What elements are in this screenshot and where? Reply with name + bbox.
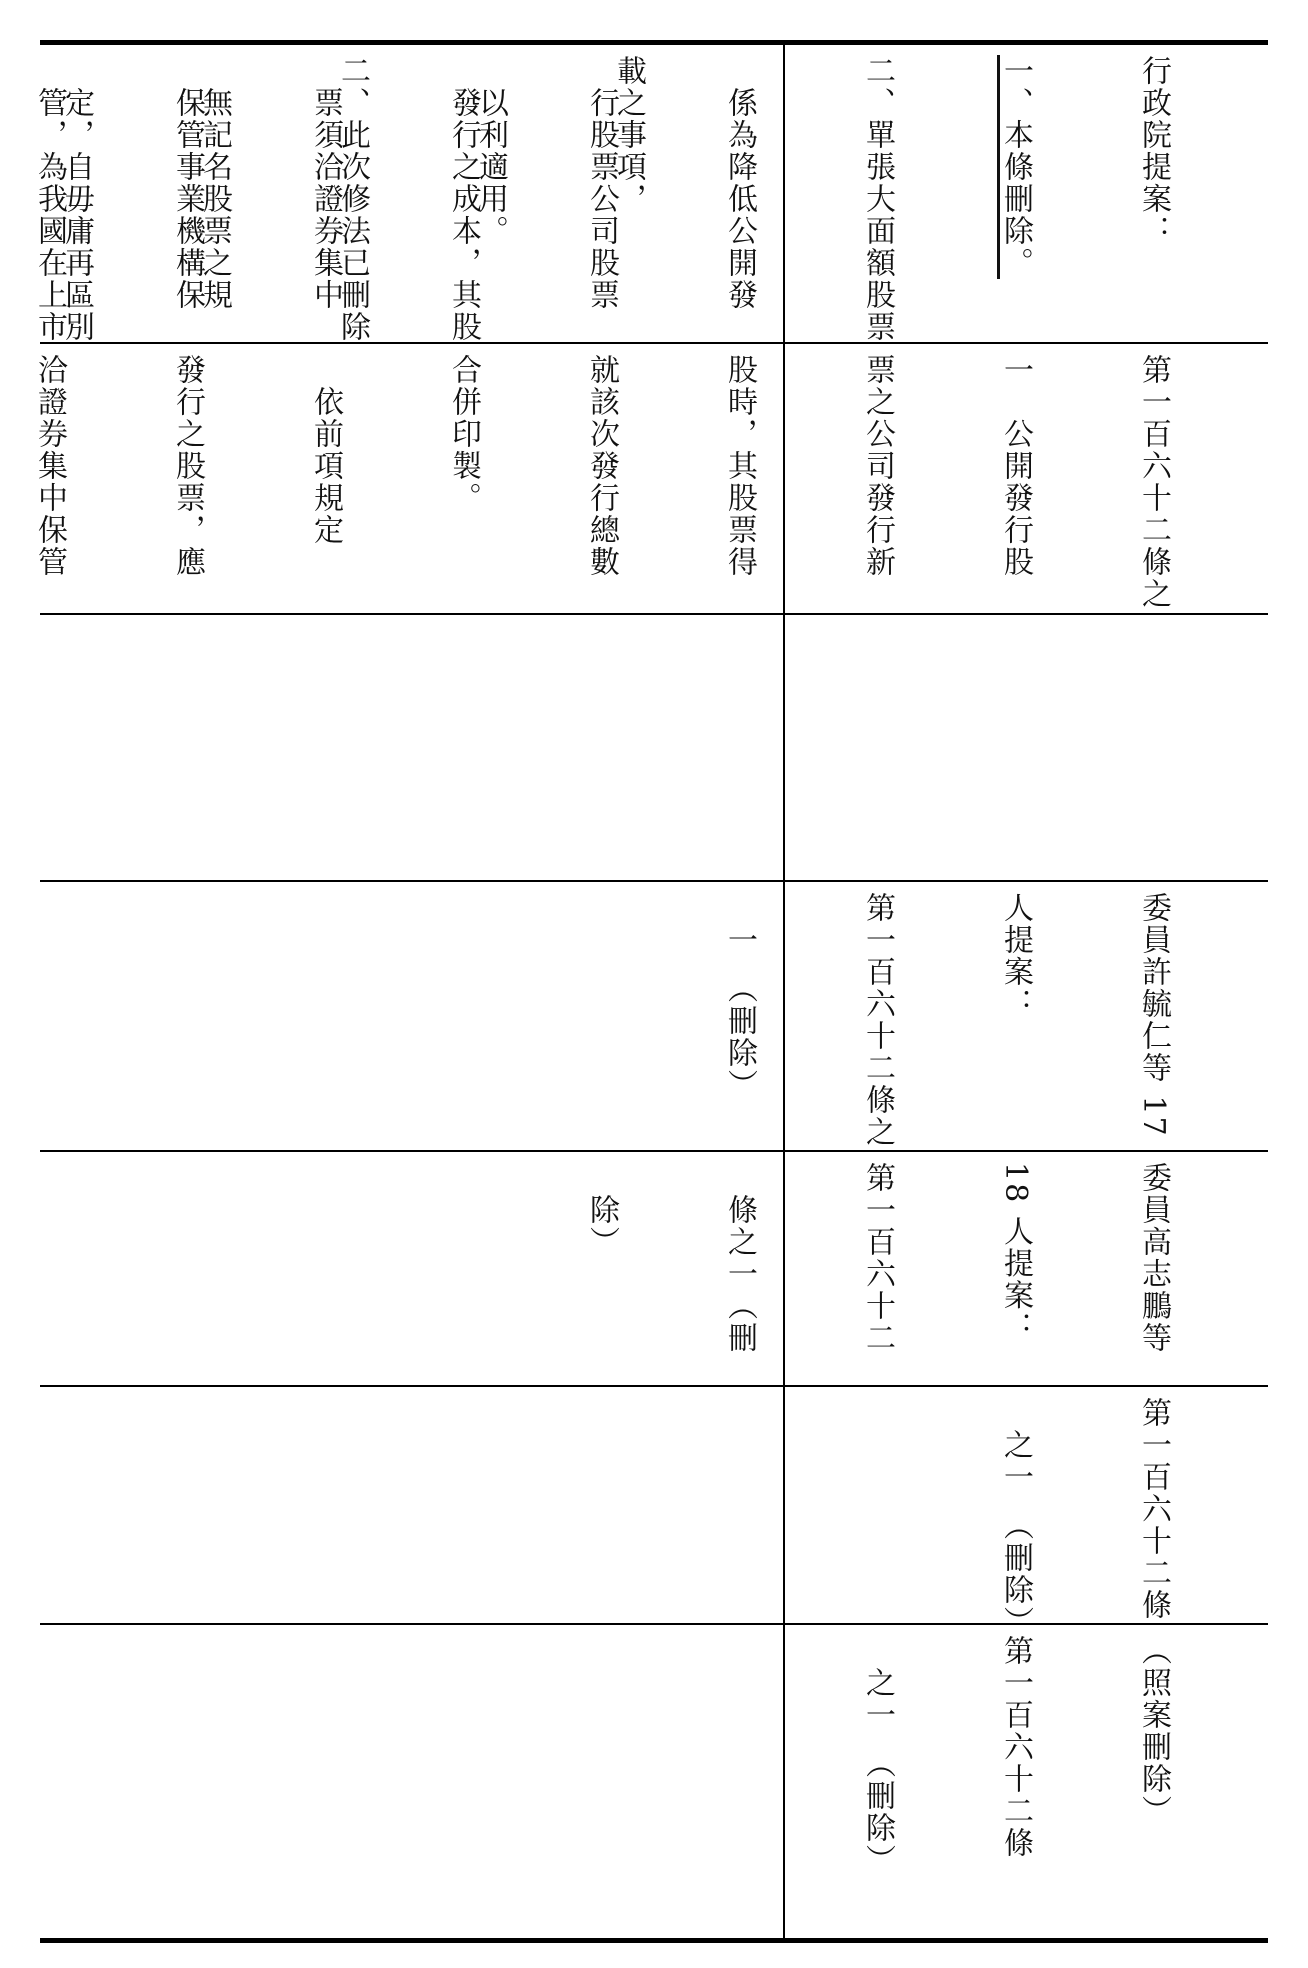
text-line: 之一 （刪除） (998, 1397, 1033, 1638)
row6-article-text (900, 1387, 1268, 1638)
text-line: 行股票公司股票 (584, 55, 619, 311)
text-line: 無記名股票之規 (197, 55, 232, 311)
text-line: 除） (584, 1162, 619, 1258)
text-line: 發行之股票，應 (170, 354, 205, 578)
text-line: 載之事項， (611, 55, 646, 215)
row2-article-text (0, 344, 1268, 616)
text-line: 一、本條刪除。 (998, 55, 1033, 279)
text-line: 第一百六十二條 (998, 1635, 1033, 1859)
text-line: 係為降低公開發 (722, 55, 757, 311)
text-line: 票須洽證券集中 (308, 55, 343, 311)
text-line: 以利適用。 (473, 55, 508, 247)
text-line: 一 （刪除） (722, 892, 757, 1101)
text-line: 二、單張大面額股票 (860, 55, 895, 343)
text-line: 第一百六十二條之 (860, 892, 895, 1148)
row2-right-cell (32, 344, 1268, 613)
text-line: 人提案： (998, 892, 1033, 1020)
text-line: 委員高志鵬等 (1136, 1162, 1171, 1354)
text-line: 票之公司發行新 (860, 354, 895, 578)
text-line: 之一 （刪除） (860, 1635, 895, 1876)
row5-right-cell (584, 1152, 1268, 1385)
text-line: 保管事業機構保 (170, 55, 205, 311)
text-line: 第一百六十二 (860, 1162, 895, 1354)
text-line: 條之一（刪 (722, 1162, 757, 1354)
document-page (32, 40, 1268, 1945)
text-line: 第一百六十二條之 (1136, 354, 1171, 610)
row4-right-cell (722, 882, 1268, 1150)
text-line: 二、此次修法已刪除 (335, 55, 370, 343)
row3-right-cell (785, 615, 1268, 880)
text-line: 管，為我國在上市 (32, 55, 67, 343)
text-line: 行政院提案： (1136, 55, 1171, 247)
row5-proposal (486, 1152, 1268, 1390)
text-line: 定，自毋庸再區別 (59, 55, 94, 343)
row7-resolution (762, 1625, 1268, 1941)
row6-right-cell (785, 1387, 1268, 1638)
text-line: 就該次發行總數 (584, 354, 619, 578)
text-line: 委員許毓仁等 17 (1136, 892, 1171, 1138)
text-line: 18 人提案： (998, 1162, 1033, 1344)
row7-right-cell (785, 1625, 1268, 1938)
row4-proposal (624, 882, 1268, 1154)
text-line: 一 公開發行股 (998, 354, 1033, 578)
text-line: 股時，其股票得 (722, 354, 757, 578)
text-line: 依前項規定 (308, 354, 343, 546)
text-line: 洽證券集中保管 (32, 354, 67, 578)
text-line: 第一百六十二條 (1136, 1397, 1171, 1621)
row1-proposal (0, 45, 1268, 345)
text-line: 發行之成本，其股 (446, 55, 481, 343)
text-line: 合併印製。 (446, 354, 481, 514)
text-line: （照案刪除） (1136, 1635, 1171, 1827)
